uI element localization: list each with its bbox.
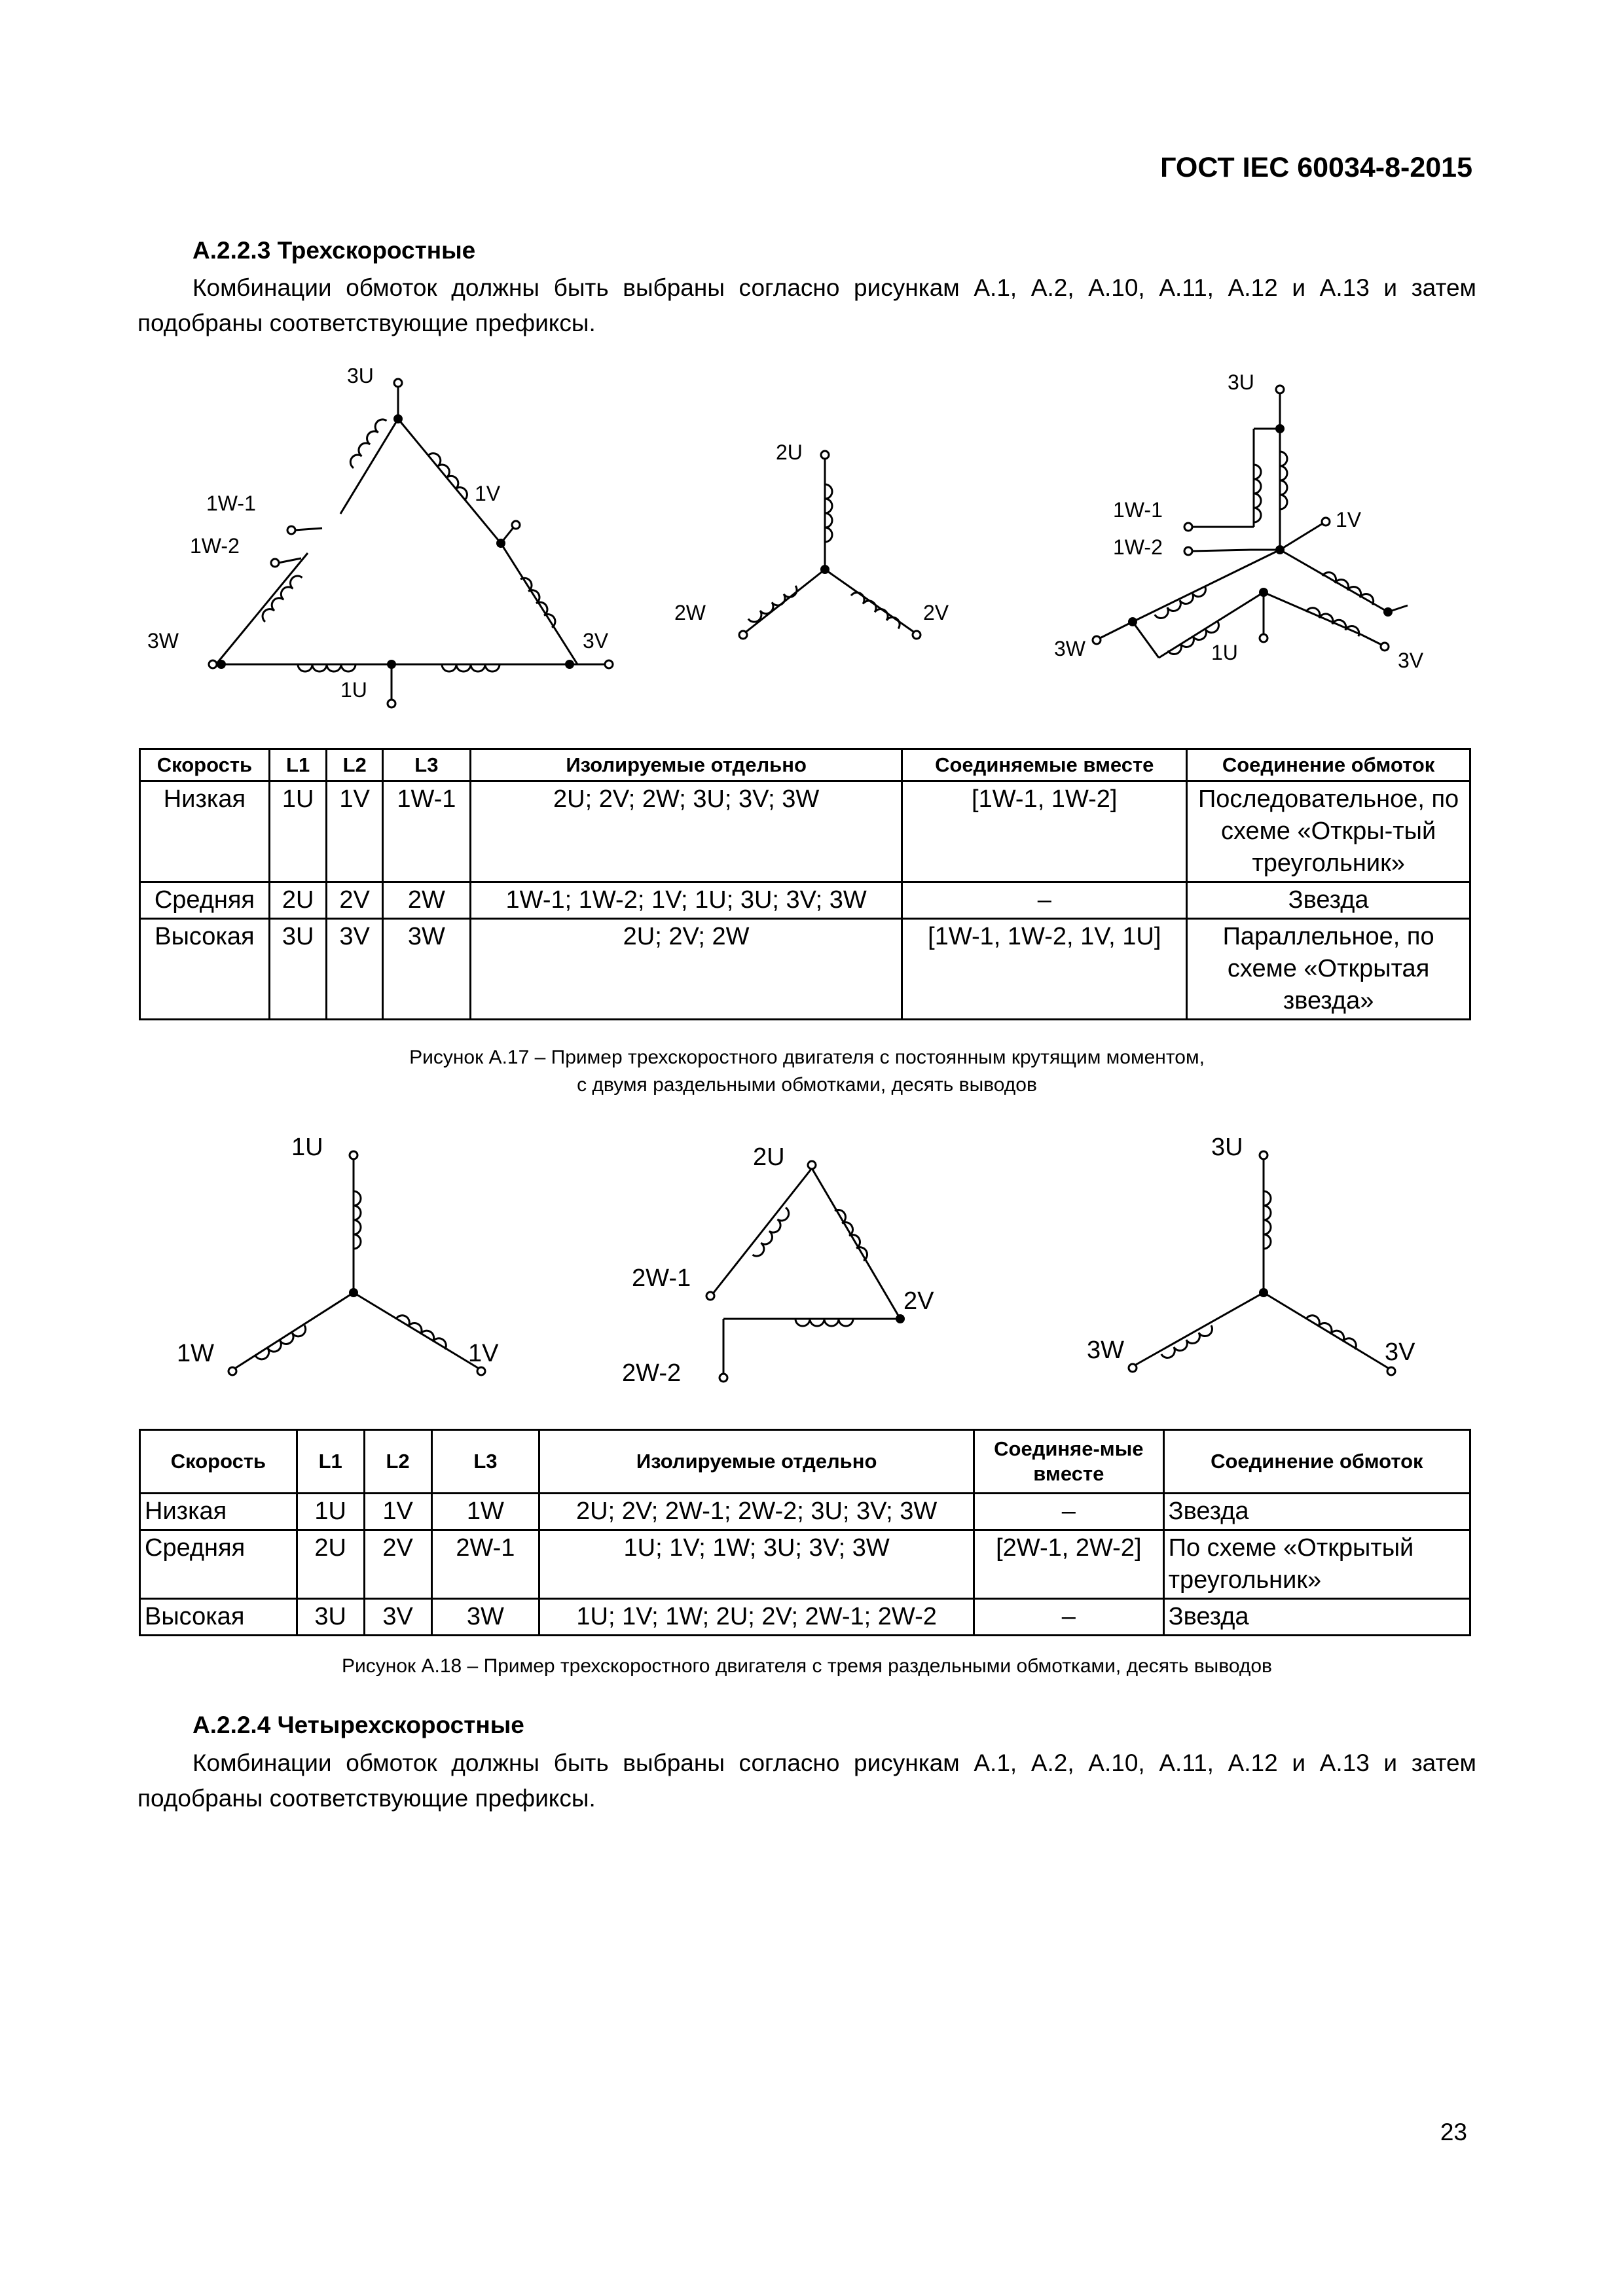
section-heading-four-speed: А.2.2.4 Четырехскоростные [192, 1712, 524, 1738]
figure-17-table [139, 748, 1471, 1020]
label-1u-left: 1U [340, 678, 367, 702]
label-3v-right: 3V [1398, 649, 1424, 672]
table-header: L1 [297, 1430, 364, 1494]
label-1u-right: 1U [1211, 641, 1238, 664]
section-heading-three-speed: А.2.2.3 Трехскоростные [192, 237, 476, 264]
table-cell: – [902, 882, 1187, 919]
label-2v-fig18: 2V [903, 1287, 934, 1315]
label-1w2-left: 1W-2 [190, 534, 240, 558]
figure-17-caption-line-2: с двумя раздельными обмотками, десять выводов [577, 1074, 1037, 1096]
label-1w2-right: 1W-2 [1113, 535, 1163, 559]
figure-18-table [139, 1429, 1471, 1636]
label-3u-fig18: 3U [1211, 1134, 1243, 1161]
label-2v-middle: 2V [923, 601, 949, 624]
figure-17-caption-line-1: Рисунок А.17 – Пример трехскоростного двигателя с постоянным крутящим моментом, [409, 1047, 1205, 1068]
table-cell: По схеме «Открытый треугольник» [1163, 1530, 1470, 1599]
table-header: Скорость [140, 749, 270, 781]
label-2u-fig18: 2U [753, 1143, 785, 1171]
label-1w1-left: 1W-1 [206, 492, 256, 515]
table-cell: Высокая [140, 919, 270, 1020]
table-header: Изолируемые отдельно [470, 749, 902, 781]
table-cell: 1U [269, 781, 327, 882]
page-number: 23 [1440, 2119, 1467, 2145]
label-3v-left: 3V [583, 629, 609, 653]
table-cell: Звезда [1163, 1494, 1470, 1530]
table-header: Скорость [140, 1430, 297, 1494]
label-2w2-fig18: 2W-2 [622, 1359, 682, 1387]
label-2u-middle: 2U [776, 440, 803, 464]
table-cell: Средняя [140, 882, 270, 919]
table-cell: 1W-1; 1W-2; 1V; 1U; 3U; 3V; 3W [470, 882, 902, 919]
label-1w-fig18: 1W [177, 1340, 214, 1367]
table-cell: Низкая [140, 1494, 297, 1530]
table-header: L2 [327, 749, 383, 781]
table-cell: Средняя [140, 1530, 297, 1599]
table-cell: 1V [327, 781, 383, 882]
table-cell: Последовательное, по схеме «Откры-тый треугольник» [1187, 781, 1470, 882]
figure-17-diagrams [137, 353, 1480, 720]
label-1u-fig18: 1U [291, 1134, 323, 1161]
table-cell: – [974, 1599, 1163, 1636]
figure-18-diagrams [137, 1119, 1480, 1401]
label-2w1-fig18: 2W-1 [632, 1265, 691, 1292]
table-cell: Звезда [1163, 1599, 1470, 1636]
label-1v-right: 1V [1336, 508, 1362, 531]
label-3v-fig18: 3V [1385, 1338, 1415, 1366]
table-cell: 1W [431, 1494, 539, 1530]
table-cell: Высокая [140, 1599, 297, 1636]
table-row [140, 919, 1470, 1020]
table-header-row [140, 1430, 1470, 1494]
table-cell: 3U [269, 919, 327, 1020]
table-header: L1 [269, 749, 327, 781]
table-row [140, 781, 1470, 882]
label-3w-left: 3W [147, 629, 179, 653]
table-header: L3 [382, 749, 470, 781]
table-cell: [1W-1, 1W-2] [902, 781, 1187, 882]
table-row [140, 882, 1470, 919]
table-cell: 2W [382, 882, 470, 919]
label-3u-right: 3U [1228, 370, 1254, 394]
table-cell: 1W-1 [382, 781, 470, 882]
table-row [140, 1494, 1470, 1530]
table-cell: 2U; 2V; 2W; 3U; 3V; 3W [470, 781, 902, 882]
table-row [140, 1599, 1470, 1636]
table-cell: 3U [297, 1599, 364, 1636]
table-cell: 1U; 1V; 1W; 2U; 2V; 2W-1; 2W-2 [539, 1599, 974, 1636]
table-cell: 2U; 2V; 2W-1; 2W-2; 3U; 3V; 3W [539, 1494, 974, 1530]
section-paragraph-three-speed: Комбинации обмоток должны быть выбраны согласно рисункам А.1, А.2, А.10, А.11, А.12 и А.13 и затем подобраны соответствующие префиксы. [137, 274, 1476, 336]
document-code: ГОСТ IEC 60034-8-2015 [1160, 152, 1472, 183]
label-2w-middle: 2W [674, 601, 706, 624]
table-header: Соединение обмоток [1163, 1430, 1470, 1494]
label-3u-left: 3U [347, 364, 374, 387]
table-cell: 3V [327, 919, 383, 1020]
table-header-row [140, 749, 1470, 781]
figure-18-caption: Рисунок А.18 – Пример трехскоростного двигателя с тремя раздельными обмотками, десять выводов [342, 1655, 1272, 1677]
table-cell: [2W-1, 2W-2] [974, 1530, 1163, 1599]
table-cell: 1U [297, 1494, 364, 1530]
table-cell: 3W [431, 1599, 539, 1636]
label-1w1-right: 1W-1 [1113, 498, 1163, 522]
label-1v-left: 1V [475, 482, 501, 505]
table-cell: Низкая [140, 781, 270, 882]
table-cell: 3W [382, 919, 470, 1020]
table-cell: 2U; 2V; 2W [470, 919, 902, 1020]
table-header: Соединяе-мые вместе [974, 1430, 1163, 1494]
table-cell: 2V [364, 1530, 431, 1599]
table-cell: [1W-1, 1W-2, 1V, 1U] [902, 919, 1187, 1020]
table-header: Изолируемые отдельно [539, 1430, 974, 1494]
table-cell: – [974, 1494, 1163, 1530]
table-cell: 2U [297, 1530, 364, 1599]
table-cell: Звезда [1187, 882, 1470, 919]
table-header: Соединение обмоток [1187, 749, 1470, 781]
table-row [140, 1530, 1470, 1599]
table-cell: 2U [269, 882, 327, 919]
table-header: Соединяемые вместе [902, 749, 1187, 781]
label-1v-fig18: 1V [468, 1340, 499, 1367]
table-cell: 3V [364, 1599, 431, 1636]
section-paragraph-four-speed: Комбинации обмоток должны быть выбраны согласно рисункам А.1, А.2, А.10, А.11, А.12 и А.13 и затем подобраны соответствующие префиксы. [137, 1749, 1476, 1812]
label-3w-fig18: 3W [1087, 1336, 1124, 1364]
table-cell: 2W-1 [431, 1530, 539, 1599]
table-header: L3 [431, 1430, 539, 1494]
table-cell: 1V [364, 1494, 431, 1530]
table-header: L2 [364, 1430, 431, 1494]
label-3w-right: 3W [1054, 637, 1085, 660]
table-cell: 2V [327, 882, 383, 919]
table-cell: 1U; 1V; 1W; 3U; 3V; 3W [539, 1530, 974, 1599]
table-cell: Параллельное, по схеме «Открытая звезда» [1187, 919, 1470, 1020]
